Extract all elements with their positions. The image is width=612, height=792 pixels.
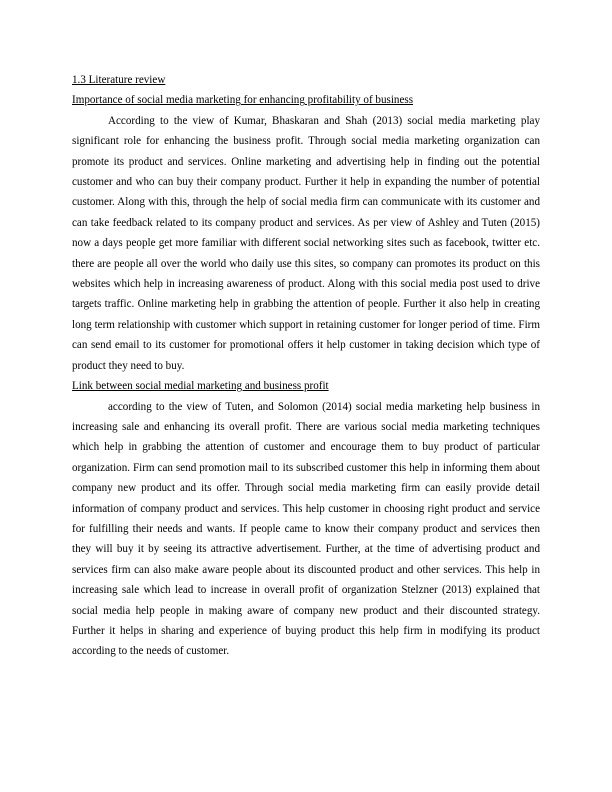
subheading-importance: Importance of social media marketing for enhancing profitability of business [72, 94, 414, 107]
paragraph-link: according to the view of Tuten, and Solomon (2014) social media marketing help business in increasing sale and enhancing its overall profit. There are various social media marketing techniques which help in grabbing the attention of customer and encourage them to buy product of particular organization. Firm can send promotion mail to its subscribed customer this help in informing them about company new product and its offer. Through social media marketing firm can easily provide detail information of company product and services. This help customer in choosing right product and service for fulfilling their needs and wants. If people came to know their company product and services then they will buy it by seeing its attractive advertisement. Further, at the time of advertising product and services firm can also make aware people about its discounted product and other services. This help in increasing sale which lead to increase in overall profit of organization Stelzner (2013) explained that social media help people in making aware of company new product and their discounted strategy. Further it helps in sharing and experience of buying product this help firm in modifying its product according to the needs of customer. [72, 400, 540, 658]
paragraph-importance: According to the view of Kumar, Bhaskaran and Shah (2013) social media marketing play significant role for enhancing the business profit. Through social media marketing organization can promote its product and services. Online marketing and advertising help in finding out the potential customer and who can buy their company product. Further it help in expanding the number of potential customer. Along with this, through the help of social media firm can communicate with its customer and can take feedback related to its company product and services. As per view of Ashley and Tuten (2015) now a days people get more familiar with different social networking sites such as facebook, twitter etc. there are people all over the world who daily use this sites, so company can promotes its product on this websites which help in increasing awareness of product. Along with this social media post used to drive targets traffic. Online marketing help in grabbing the attention of people. Further it also help in creating long term relationship with customer which support in retaining customer for longer period of time. Firm can send email to its customer for promotional offers it help customer in taking decision which type of product they need to buy. [72, 114, 540, 372]
section-heading: 1.3 Literature review [72, 74, 166, 86]
subheading-link: Link between social medial marketing and business profit [72, 380, 329, 393]
document-page [72, 70, 540, 662]
